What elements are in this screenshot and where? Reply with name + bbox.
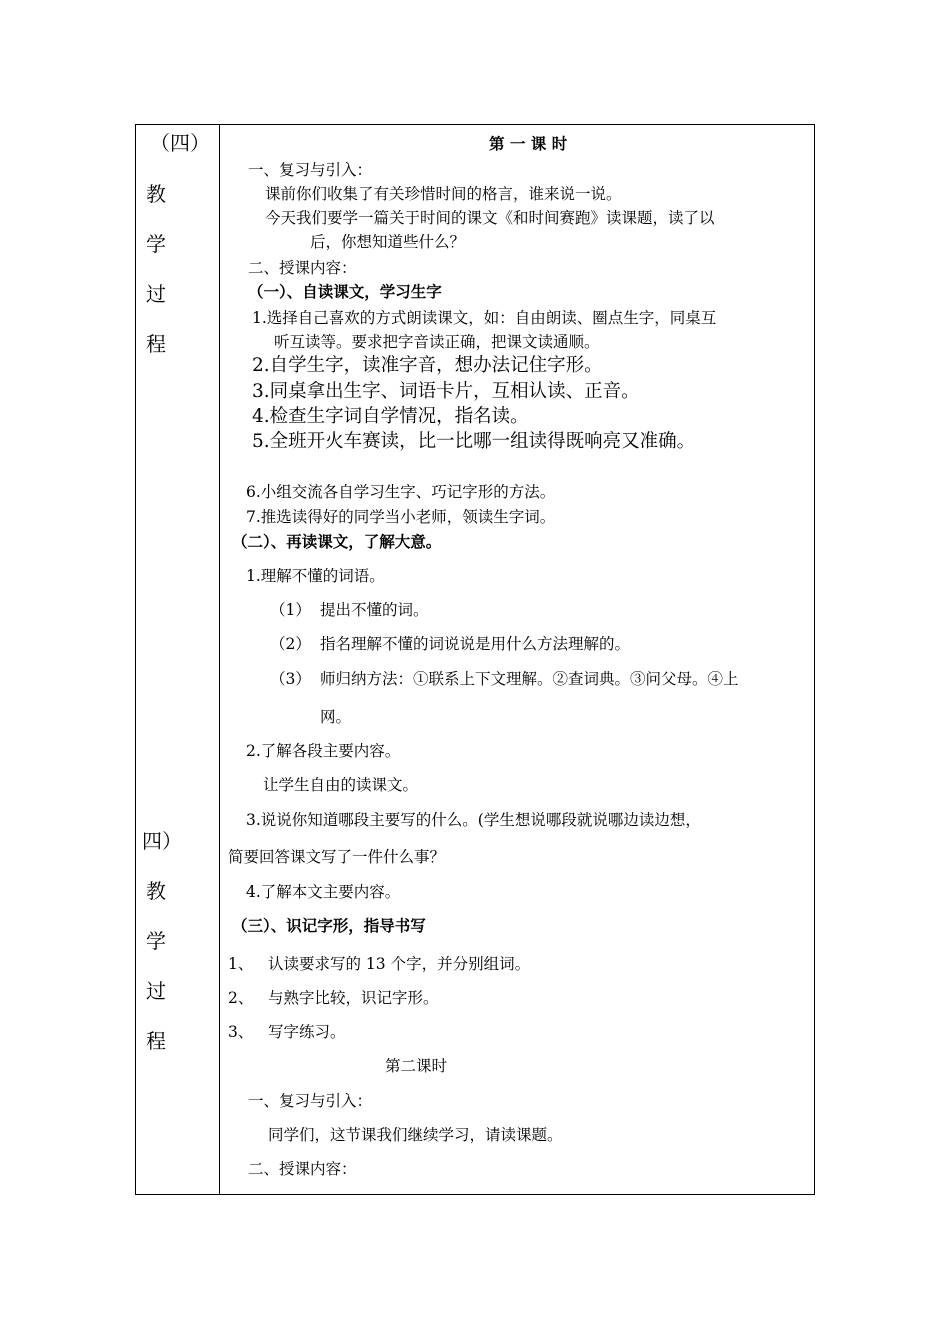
lesson-plan-table <box>135 124 815 1195</box>
list-item-number: 2、 <box>228 989 254 1007</box>
lesson1-review-text: 后，你想知道些什么？ <box>310 233 466 251</box>
sub-item-text: 指名理解不懂的词说说是用什么方法理解的。 <box>320 635 631 653</box>
lesson1-review-text: 今天我们要学一篇关于时间的课文《和时间赛跑》读课题，读了以 <box>265 209 715 227</box>
sub-item-text: 网。 <box>320 708 352 726</box>
list-item: 4.检查生字词自学情况，指名读。 <box>252 406 529 427</box>
side-char: 程 <box>146 332 166 356</box>
list-item: 与熟字比较，识记字形。 <box>268 989 439 1007</box>
list-item: 6.小组交流各自学习生字、巧记字形的方法。 <box>246 483 556 501</box>
section-label-top: （四） <box>150 131 210 155</box>
side-char: 学 <box>146 232 166 256</box>
list-item: 2.了解各段主要内容。 <box>246 742 401 760</box>
sub-item-text: 师归纳方法：①联系上下文理解。②查词典。③问父母。④上 <box>320 670 739 688</box>
list-item-number: 1、 <box>228 955 254 973</box>
list-item: 2.自学生字，读准字音，想办法记住字形。 <box>252 355 603 376</box>
list-item: 听互读等。要求把字音读正确，把课文读通顺。 <box>274 333 600 351</box>
list-item: 1.理解不懂的词语。 <box>246 567 385 585</box>
part1-heading: （一）、自读课文，学习生字 <box>248 282 442 301</box>
list-item: 1.选择自己喜欢的方式朗读课文，如：自由朗读、圈点生字，同桌互 <box>252 309 717 327</box>
list-item-number: 3、 <box>228 1023 254 1041</box>
lesson1-review-text: 课前你们收集了有关珍惜时间的格言，谁来说一说。 <box>265 185 622 203</box>
part3-heading: （三）、识记字形，指导书写 <box>232 916 426 935</box>
lesson1-content-heading: 二、授课内容： <box>248 259 357 277</box>
lesson2-review-heading: 一、复习与引入： <box>248 1092 373 1110</box>
side-char: 教 <box>146 182 166 206</box>
column-divider <box>219 125 220 1194</box>
sub-item-number: （2） <box>270 635 311 653</box>
side-char: 程 <box>146 1029 166 1053</box>
list-item: 4.了解本文主要内容。 <box>246 883 401 901</box>
list-item: 写字练习。 <box>268 1023 346 1041</box>
list-item: 7.推选读得好的同学当小老师，领读生字词。 <box>246 508 556 526</box>
sub-item-number: （1） <box>270 601 311 619</box>
list-item: 认读要求写的 13 个字，并分别组词。 <box>268 955 531 973</box>
side-char: 教 <box>146 879 166 903</box>
side-char: 学 <box>146 929 166 953</box>
list-item-detail: 让学生自由的读课文。 <box>263 776 419 794</box>
side-char: 过 <box>146 282 166 306</box>
lesson2-review-text: 同学们，这节课我们继续学习，请读课题。 <box>268 1126 563 1144</box>
lesson2-content-heading: 二、授课内容： <box>248 1160 357 1178</box>
sub-item-number: （3） <box>270 670 311 688</box>
list-item: 简要回答课文写了一件什么事？ <box>228 848 446 866</box>
list-item: 3.同桌拿出生字、词语卡片，互相认读、正音。 <box>252 381 640 402</box>
section-label-bottom: 四） <box>142 829 182 853</box>
lesson2-title: 第二课时 <box>385 1057 448 1075</box>
list-item: 5.全班开火车赛读，比一比哪一组读得既响亮又准确。 <box>252 431 696 452</box>
lesson1-title: 第 一 课 时 <box>489 134 568 153</box>
lesson1-review-heading: 一、复习与引入： <box>248 161 373 179</box>
list-item: 3.说说你知道哪段主要写的什么。(学生想说哪段就说哪边读边想， <box>246 811 701 829</box>
sub-item-text: 提出不懂的词。 <box>320 601 429 619</box>
side-char: 过 <box>146 979 166 1003</box>
part2-heading: （二）、再读课文，了解大意。 <box>232 532 442 551</box>
